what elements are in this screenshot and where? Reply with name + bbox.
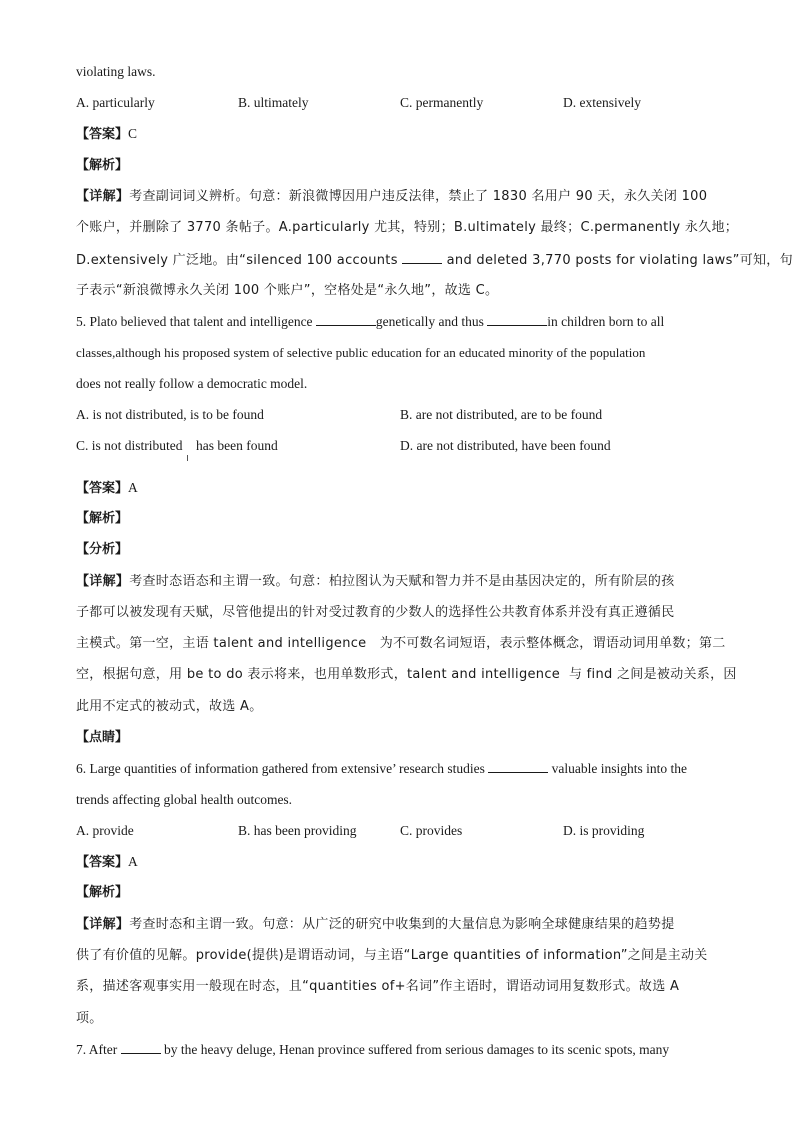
q5-option-d: D. are not distributed, have been found: [400, 438, 611, 453]
answer-tag: 【答案】: [76, 481, 129, 496]
answer-tag: 【答案】: [76, 855, 129, 870]
q5-detail-line-2: 子都可以被发现有天赋，尽管他提出的针对受过教育的少数人的选择性公共教育体系并没有真正遵循民: [76, 605, 675, 620]
q6-option-a: A. provide: [76, 823, 134, 838]
q4-detail-line-3: [76, 252, 793, 269]
q5-stem-line-2: classes,although his proposed system of selective public education for an educated minority of the population: [76, 345, 646, 360]
blank-line: [316, 314, 376, 326]
q4-detail-line-4: 子表示“新浪微博永久关闭 100 个账户”，空格处是“永久地”，故选 C。: [76, 283, 499, 298]
q5-stem-b: genetically and thus: [375, 314, 484, 329]
blank-line: [121, 1042, 161, 1054]
q6-stem-line-1: [76, 761, 718, 777]
q5-detail-line-1: [76, 574, 718, 590]
detail-text: 考查时态语态和主谓一致。句意：柏拉图认为天赋和智力并不是由基因决定的，所有阶层的孩: [129, 574, 675, 589]
answer-value: A: [128, 480, 138, 495]
q5-stem-c: in children born to all: [547, 314, 665, 329]
detail-text: 考查副词词义辨析。句意：新浪微博因用户违反法律，禁止了 1830 名用户 90 天，永久关闭 100: [129, 189, 708, 204]
q6-detail-line-2: 供了有价值的见解。provide(提供)是谓语动词，与主语“Large quantities of information”之间是主动关: [76, 948, 708, 963]
q4-analysis-tag: 【解析】: [76, 158, 129, 173]
detail-text: 考查时态和主谓一致。句意：从广泛的研究中收集到的大量信息为影响全球健康结果的趋势提: [129, 917, 675, 932]
q5-option-c: C. is not distributed has been found: [76, 438, 278, 453]
answer-value: C: [128, 126, 138, 141]
q6-answer: [76, 854, 718, 871]
q4-option-b: B. ultimately: [238, 95, 309, 110]
q5-detail-line-5: 此用不定式的被动式，故选 A。: [76, 699, 263, 714]
q6-stem-a: 6. Large quantities of information gathered from extensive’ research studies: [76, 761, 485, 776]
q6-stem-b: valuable insights into the: [551, 761, 687, 776]
q4-stem-tail: violating laws.: [76, 64, 156, 79]
q6-analysis-tag: 【解析】: [76, 885, 129, 900]
q5-stem-line-1: [76, 314, 718, 330]
answer-value: A: [128, 854, 138, 869]
q5-option-a: A. is not distributed, is to be found: [76, 407, 264, 422]
q5-stem-line-3: does not really follow a democratic model.: [76, 376, 308, 391]
q7-stem-a: 7. After: [76, 1042, 118, 1057]
q6-detail-line-1: [76, 917, 718, 933]
q4-detail-line-1: [76, 189, 718, 205]
q5-dianjing-tag: 【点睛】: [76, 730, 129, 745]
q6-detail-line-3: 系，描述客观事实用一般现在时态，且“quantities of+名词”作主语时，谓语动词用复数形式。故选 A: [76, 979, 680, 994]
detail-text-a: D.extensively 广泛地。由“silenced 100 accounts: [76, 253, 398, 268]
q4-detail-line-2: 个账户，并删除了 3770 条帖子。A.particularly 尤其，特别；B.ultimately 最终；C.permanently 永久地；: [76, 220, 739, 235]
q6-option-c: C. provides: [400, 823, 463, 838]
blank-line: [488, 761, 548, 773]
stray-mark: [187, 455, 188, 461]
q5-stem-a: 5. Plato believed that talent and intelligence: [76, 314, 313, 329]
q5-analysis-tag: 【解析】: [76, 511, 129, 526]
q6-option-d: D. is providing: [563, 823, 645, 838]
q5-detail-line-4: 空，根据句意，用 be to do 表示将来，也用单数形式，talent and intelligence 与 find 之间是被动关系，因: [76, 667, 737, 682]
detail-tag: 【详解】: [76, 574, 130, 589]
blank-line: [402, 252, 442, 264]
detail-tag: 【详解】: [76, 189, 130, 204]
answer-tag: 【答案】: [76, 127, 129, 142]
q5-option-b: B. are not distributed, are to be found: [400, 407, 603, 422]
blank-line: [487, 314, 547, 326]
q5-fenxi-tag: 【分析】: [76, 542, 129, 557]
q7-stem-line-1: [76, 1042, 718, 1058]
detail-tag: 【详解】: [76, 917, 130, 932]
q4-option-a: A. particularly: [76, 95, 155, 110]
q6-option-b: B. has been providing: [238, 823, 357, 838]
q6-detail-line-4: 项。: [76, 1011, 103, 1026]
q7-stem-b: by the heavy deluge, Henan province suffered from serious damages to its scenic spots, many: [164, 1042, 670, 1057]
q4-answer: [76, 126, 718, 143]
q5-detail-line-3: 主模式。第一空，主语 talent and intelligence 为不可数名词短语，表示整体概念，谓语动词用单数；第二: [76, 636, 726, 651]
q5-answer: [76, 480, 718, 497]
q4-option-c: C. permanently: [400, 95, 484, 110]
q4-option-d: D. extensively: [563, 95, 641, 110]
q6-stem-line-2: trends affecting global health outcomes.: [76, 792, 293, 807]
detail-text-b: and deleted 3,770 posts for violating laws”可知，句: [446, 253, 793, 268]
